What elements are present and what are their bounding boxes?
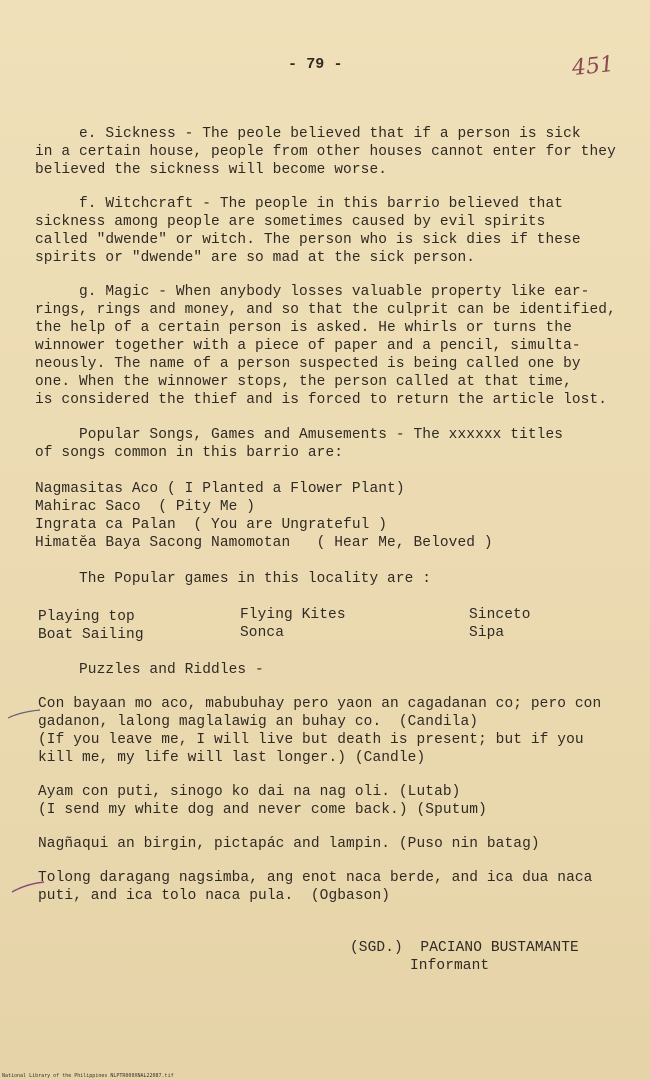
witchcraft-line-3: called "dwende" or witch. The person who is sick dies if these [35,232,581,248]
game-item: Sinceto [469,607,531,623]
magic-line-7: is considered the thief and is forced to return the article lost. [35,392,608,408]
riddle-line: (I send my white dog and never come back.) (Sputum) [38,802,487,818]
songs-intro-line-2: of songs common in this barrio are: [35,445,344,461]
riddle-line: Con bayaan mo aco, mabubuhay pero yaon an cagadanan co; pero con [38,696,602,712]
riddle-line: gadanon, lalong maglalawig an buhay co. (Candila) [38,714,479,730]
witchcraft-line-4: spirits or "dwende" are so mad at the sick person. [35,250,476,266]
handwritten-page-number: 451 [570,51,616,82]
magic-line-1: g. Magic - When anybody losses valuable property like ear- [35,284,590,300]
game-item: Flying Kites [240,607,346,623]
riddle-line: kill me, my life will last longer.) (Candle) [38,750,426,766]
games-intro: The Popular games in this locality are : [35,571,432,587]
riddle-line: Nagñaqui an birgin, pictapác and lampin. (Puso nin batag) [38,836,540,852]
magic-line-5: neously. The name of a person suspected is being called one by [35,356,581,372]
song-item: Himatĕa Baya Sacong Namomotan ( Hear Me, Beloved ) [35,535,493,551]
witchcraft-line-2: sickness among people are sometimes caused by evil spirits [35,214,546,230]
margin-pencil-mark-icon [10,878,50,898]
songs-intro-line-1: Popular Songs, Games and Amusements - The xxxxxx titles [35,427,564,443]
riddle-line: (If you leave me, I will live but death is present; but if you [38,732,584,748]
footer-credit: National Library of the Philippines NLPTR000XNAL22087.tif [2,1073,174,1079]
game-item: Sipa [469,625,505,641]
game-item: Sonca [240,625,285,641]
game-item: Boat Sailing [38,627,144,643]
game-item: Playing top [38,609,135,625]
margin-pencil-mark-icon [6,700,46,730]
riddle-line: puti, and ica tolo naca pula. (Ogbason) [38,888,391,904]
song-item: Nagmasitas Aco ( I Planted a Flower Plant) [35,481,405,497]
puzzles-heading: Puzzles and Riddles - [35,662,264,678]
song-item: Ingrata ca Palan ( You are Ungrateful ) [35,517,388,533]
sickness-line-2: in a certain house, people from other houses cannot enter for they [35,144,616,160]
signature-role: Informant [410,958,490,974]
magic-line-6: one. When the winnower stops, the person called at that time, [35,374,572,390]
page-number: - 79 - [288,56,343,73]
sickness-line-1: e. Sickness - The peole believed that if a person is sick [35,126,581,142]
riddle-line: Ayam con puti, sinogo ko dai na nag oli. (Lutab) [38,784,461,800]
song-item: Mahirac Saco ( Pity Me ) [35,499,256,515]
magic-line-3: the help of a certain person is asked. He whirls or turns the [35,320,572,336]
riddle-line: Tolong daragang nagsimba, ang enot naca berde, and ica dua naca [38,870,593,886]
witchcraft-line-1: f. Witchcraft - The people in this barrio believed that [35,196,564,212]
magic-line-2: rings, rings and money, and so that the culprit can be identified, [35,302,616,318]
signature-name: (SGD.) PACIANO BUSTAMANTE [350,940,579,956]
sickness-line-3: believed the sickness will become worse. [35,162,388,178]
magic-line-4: winnower together with a piece of paper and a pencil, simulta- [35,338,581,354]
